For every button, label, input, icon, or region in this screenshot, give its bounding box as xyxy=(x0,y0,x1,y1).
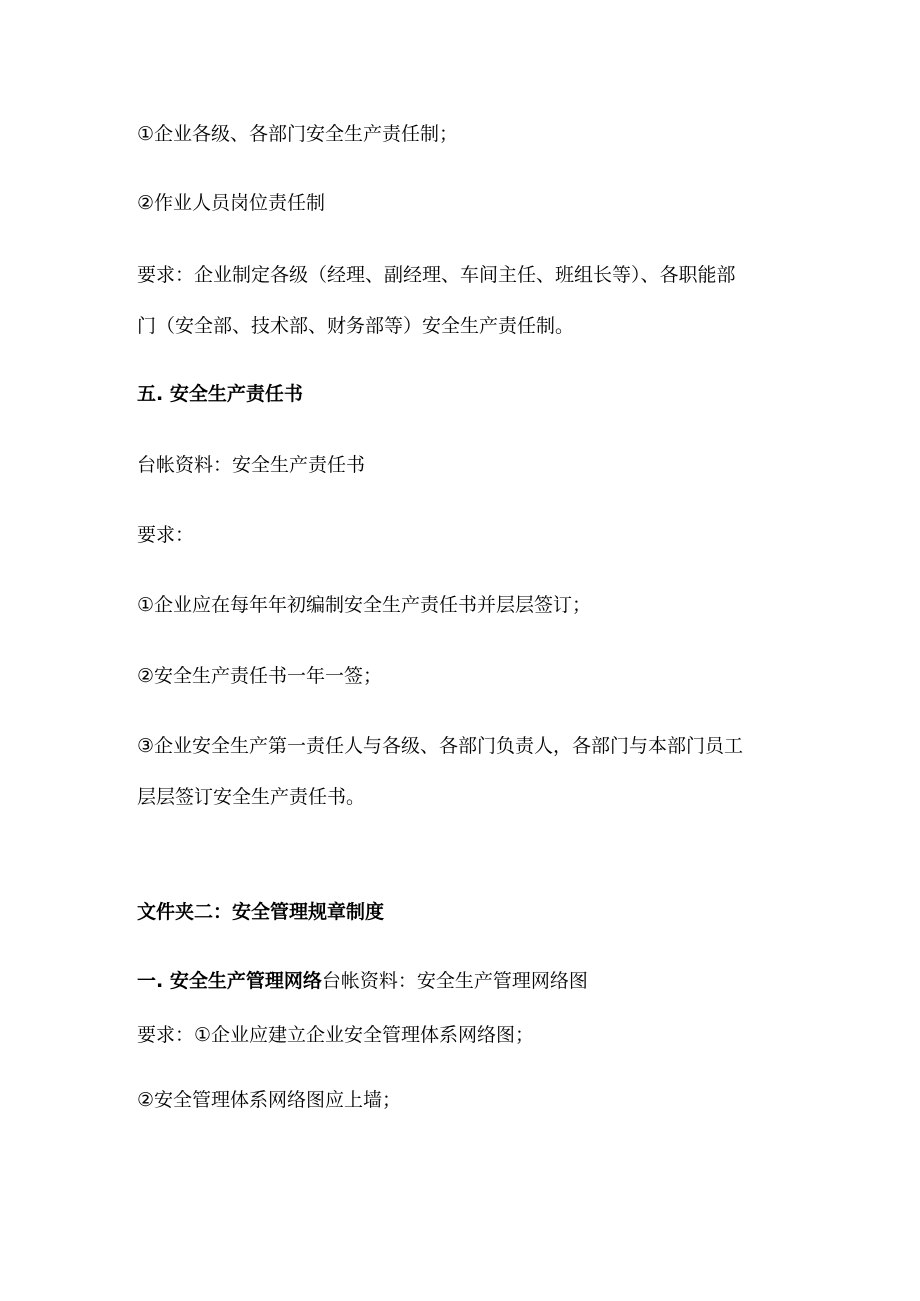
section-heading-inline xyxy=(137,969,588,993)
list-item: ②作业人员岗位责任制 xyxy=(137,192,326,214)
requirement-text: 要求：企业制定各级（经理、副经理、车间主任、班组长等）、各职能部 xyxy=(137,264,736,286)
list-item-continued: 层层签订安全生产责任书。 xyxy=(137,786,366,808)
list-item: ①企业应在每年年初编制安全生产责任书并层层签订； xyxy=(137,594,592,616)
ledger-materials-text: 台帐资料：安全生产责任书 xyxy=(137,454,366,476)
requirement-text-continued: 门（安全部、技术部、财务部等）安全生产责任制。 xyxy=(137,315,575,337)
requirement-text: 要求：①企业应建立企业安全管理体系网络图； xyxy=(137,1024,535,1046)
ledger-materials-text: 台帐资料：安全生产管理网络图 xyxy=(321,970,588,992)
list-item: ③企业安全生产第一责任人与各级、各部门负责人，各部门与本部门员工 xyxy=(137,735,744,757)
list-item: ①企业各级、各部门安全生产责任制； xyxy=(137,123,459,145)
folder-heading: 文件夹二：安全管理规章制度 xyxy=(137,901,385,923)
list-item: ②安全生产责任书一年一签； xyxy=(137,665,383,687)
requirement-label: 要求： xyxy=(137,524,195,546)
list-item: ②安全管理体系网络图应上墙； xyxy=(137,1089,402,1111)
section-heading: 一. 安全生产管理网络 xyxy=(137,970,322,992)
section-heading: 五. 安全生产责任书 xyxy=(137,383,303,405)
